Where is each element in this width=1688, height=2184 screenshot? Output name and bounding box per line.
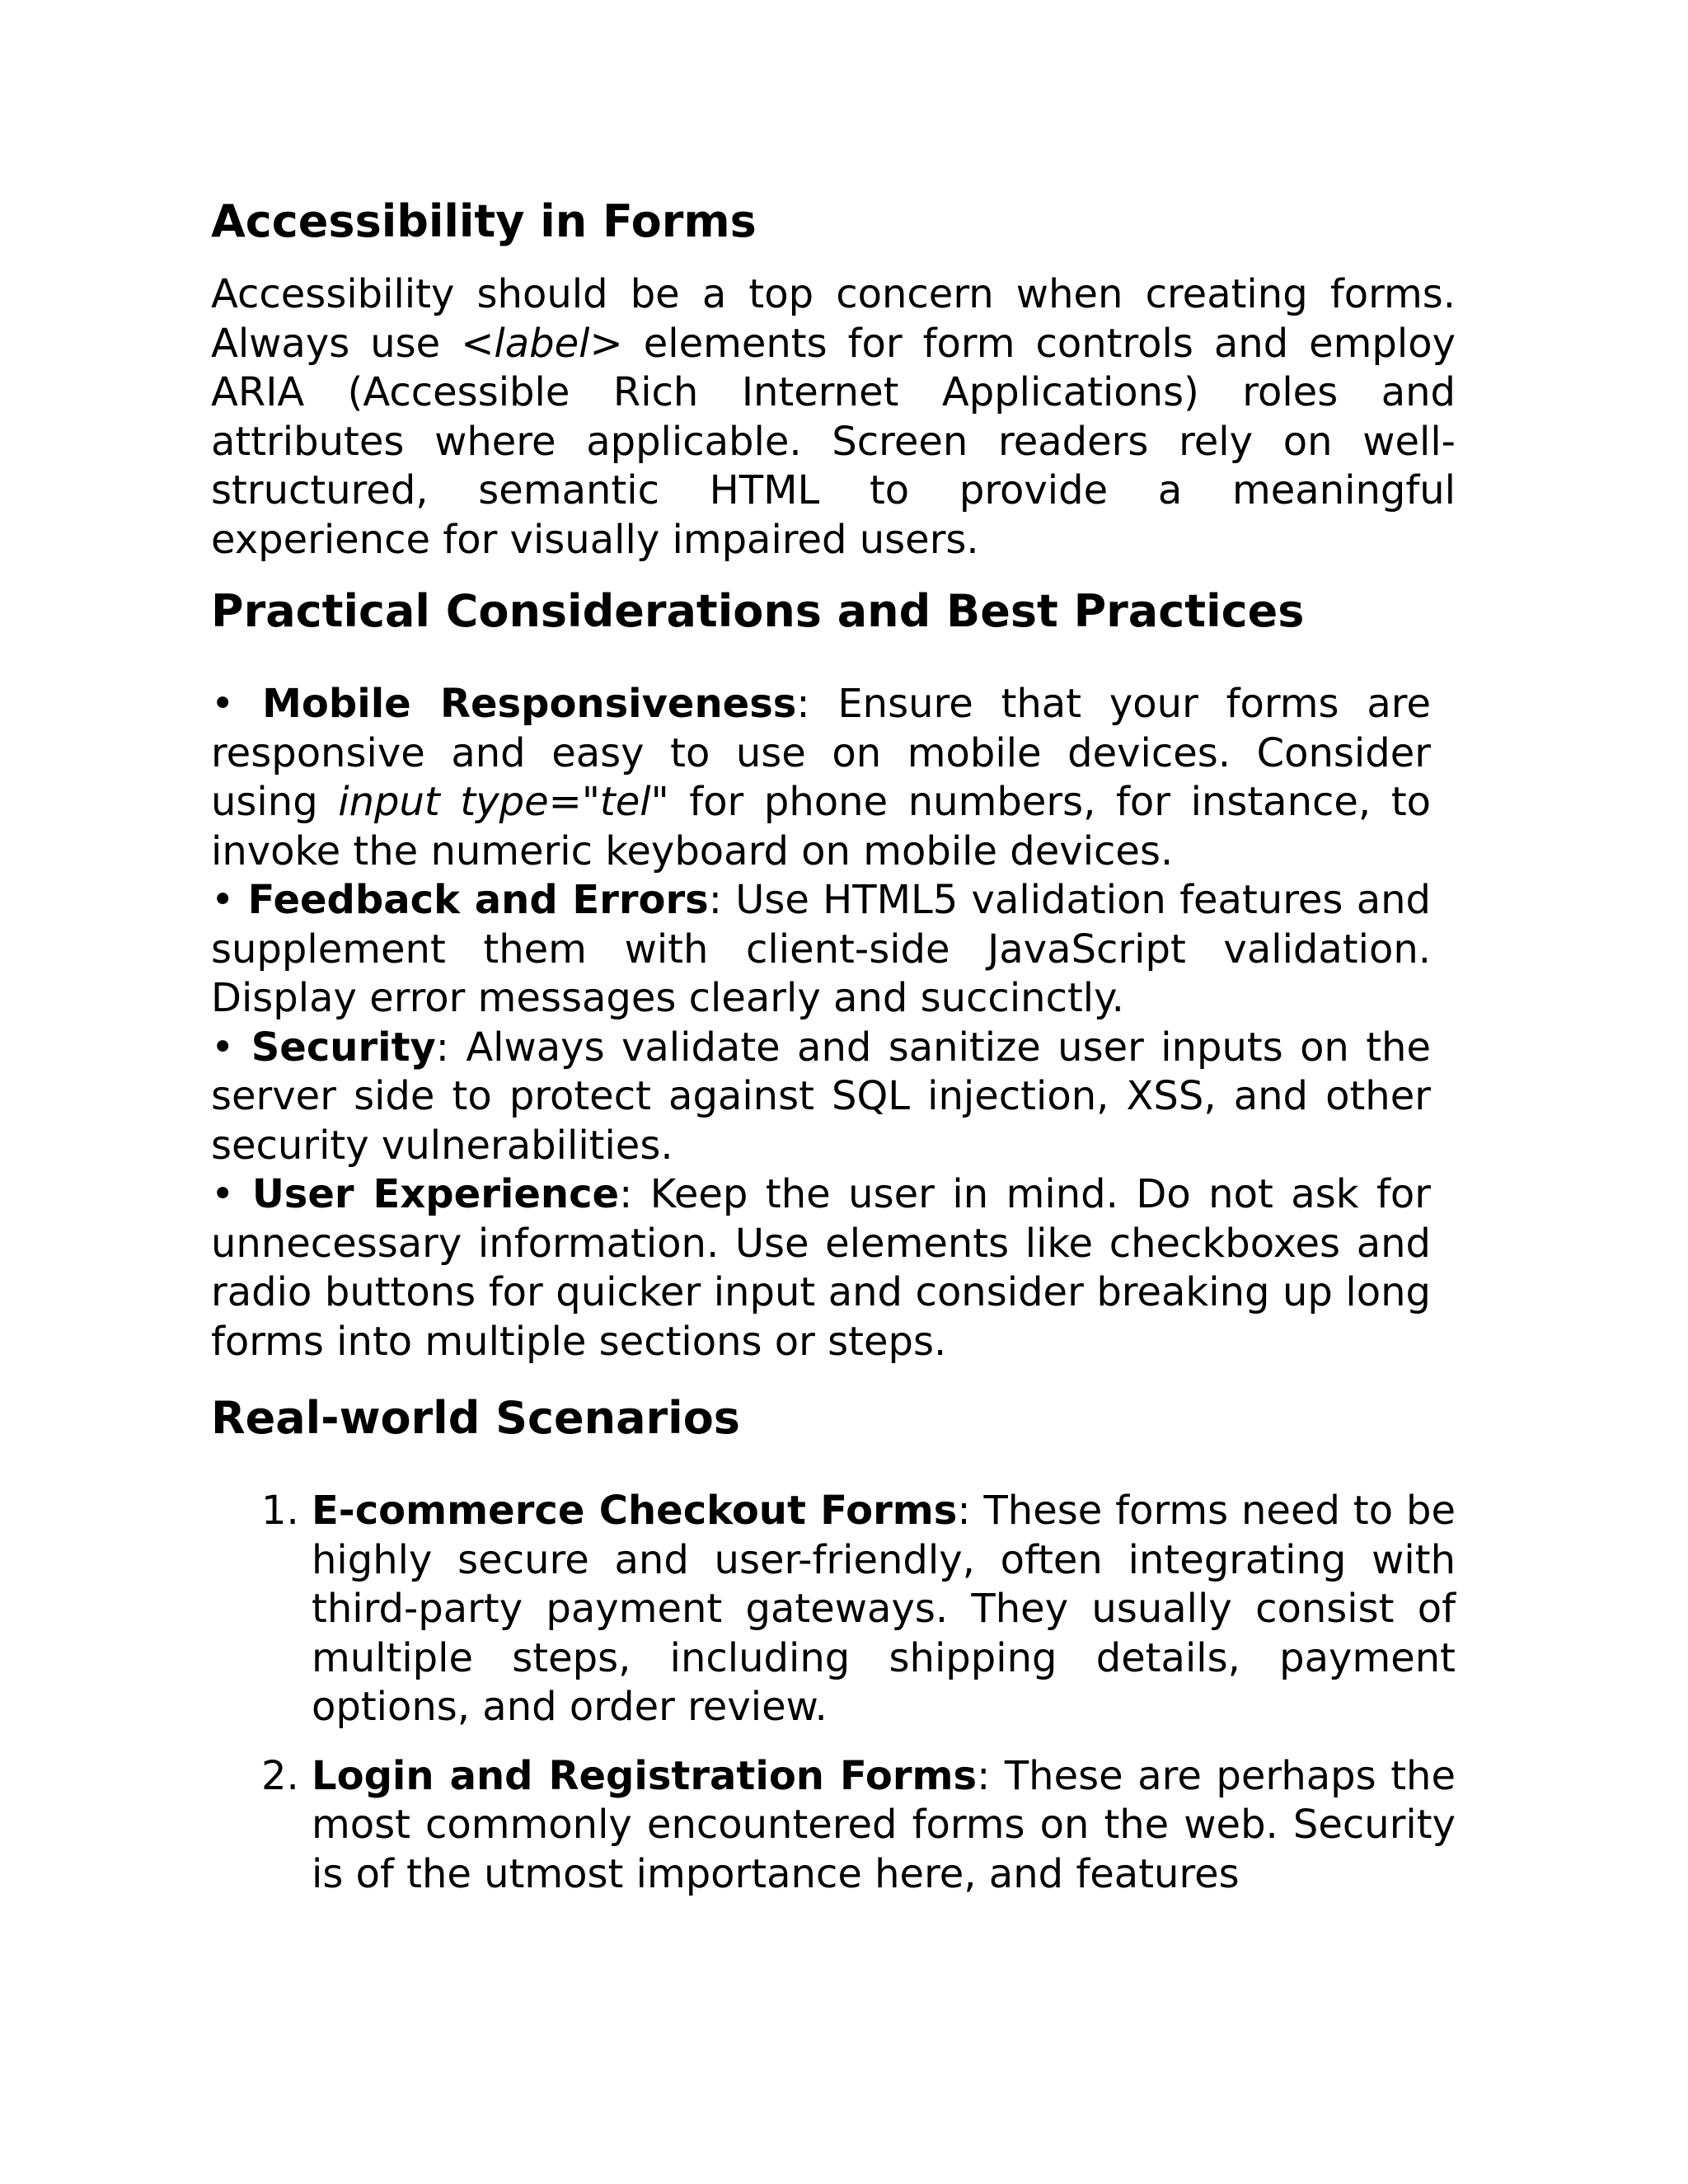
list-item-text: : These forms need to be highly secure and user-friendly, often integrating with third-party payment gateways. They usually consist of multiple steps, including shipping details, payment options, and order review. [312, 1488, 1456, 1730]
accessibility-paragraph [211, 270, 1456, 565]
bullet-glyph: • [211, 681, 235, 727]
list-item-title: Feedback and Errors [247, 877, 709, 923]
list-item-title: E-commerce Checkout Forms [312, 1488, 958, 1534]
list-item-title: Security [251, 1024, 436, 1071]
heading-accessibility: Accessibility in Forms [211, 195, 757, 247]
list-item-title: User Experience [251, 1171, 620, 1217]
code-italic: input type [338, 779, 549, 825]
paragraph-text: Accessibility should be a top concern when creating forms. Always use [211, 271, 1456, 367]
list-item-text: : Ensure that your forms are responsive and easy to use on mobile devices. Consider using [211, 681, 1432, 825]
list-item [211, 876, 1431, 1024]
bullet-glyph: • [211, 877, 235, 923]
paragraph-text: elements for form controls and employ ARIA (Accessible Rich Internet Applications) roles and attributes where applicable. Screen readers rely on well-structured, semantic HTML to provide a meaningful experience for visually impaired users. [211, 320, 1456, 563]
bullet-glyph: • [211, 1171, 235, 1217]
code-italic: tel [599, 779, 651, 825]
list-item [312, 1752, 1456, 1900]
list-item [211, 1170, 1431, 1366]
list-item [211, 680, 1431, 876]
list-item-title: Login and Registration Forms [312, 1752, 978, 1799]
document-page [211, 194, 1456, 1899]
list-item-title: Mobile Responsiveness [262, 681, 797, 727]
heading-real-world-scenarios: Real-world Scenarios [211, 1392, 740, 1444]
scenarios-list [211, 1487, 1456, 1899]
list-item-text: " for phone numbers, for instance, to invoke the numeric keyboard on mobile devices. [211, 779, 1431, 874]
list-item-text: : These are perhaps the most commonly encountered forms on the web. Security is of the utmost importance here, and features [312, 1752, 1456, 1897]
list-item-text: =" [548, 779, 600, 825]
list-item-text: : Keep the user in mind. Do not ask for unnecessary information. Use elements like checkboxes and radio buttons for quicker input and consider breaking up long forms into multiple sections or steps. [211, 1171, 1432, 1365]
label-element-italic: <label> [461, 320, 623, 367]
list-item [211, 1024, 1431, 1171]
heading-practical-considerations: Practical Considerations and Best Practices [211, 585, 1305, 637]
list-item [312, 1487, 1456, 1732]
list-item-text: : Always validate and sanitize user inputs on the server side to protect against SQL injection, XSS, and other security vulnerabilities. [211, 1024, 1431, 1169]
list-item-text: : Use HTML5 validation features and supplement them with client-side JavaScript validation. Display error messages clearly and succinctly. [211, 877, 1432, 1021]
best-practices-list [211, 680, 1431, 1366]
bullet-glyph: • [211, 1024, 235, 1071]
